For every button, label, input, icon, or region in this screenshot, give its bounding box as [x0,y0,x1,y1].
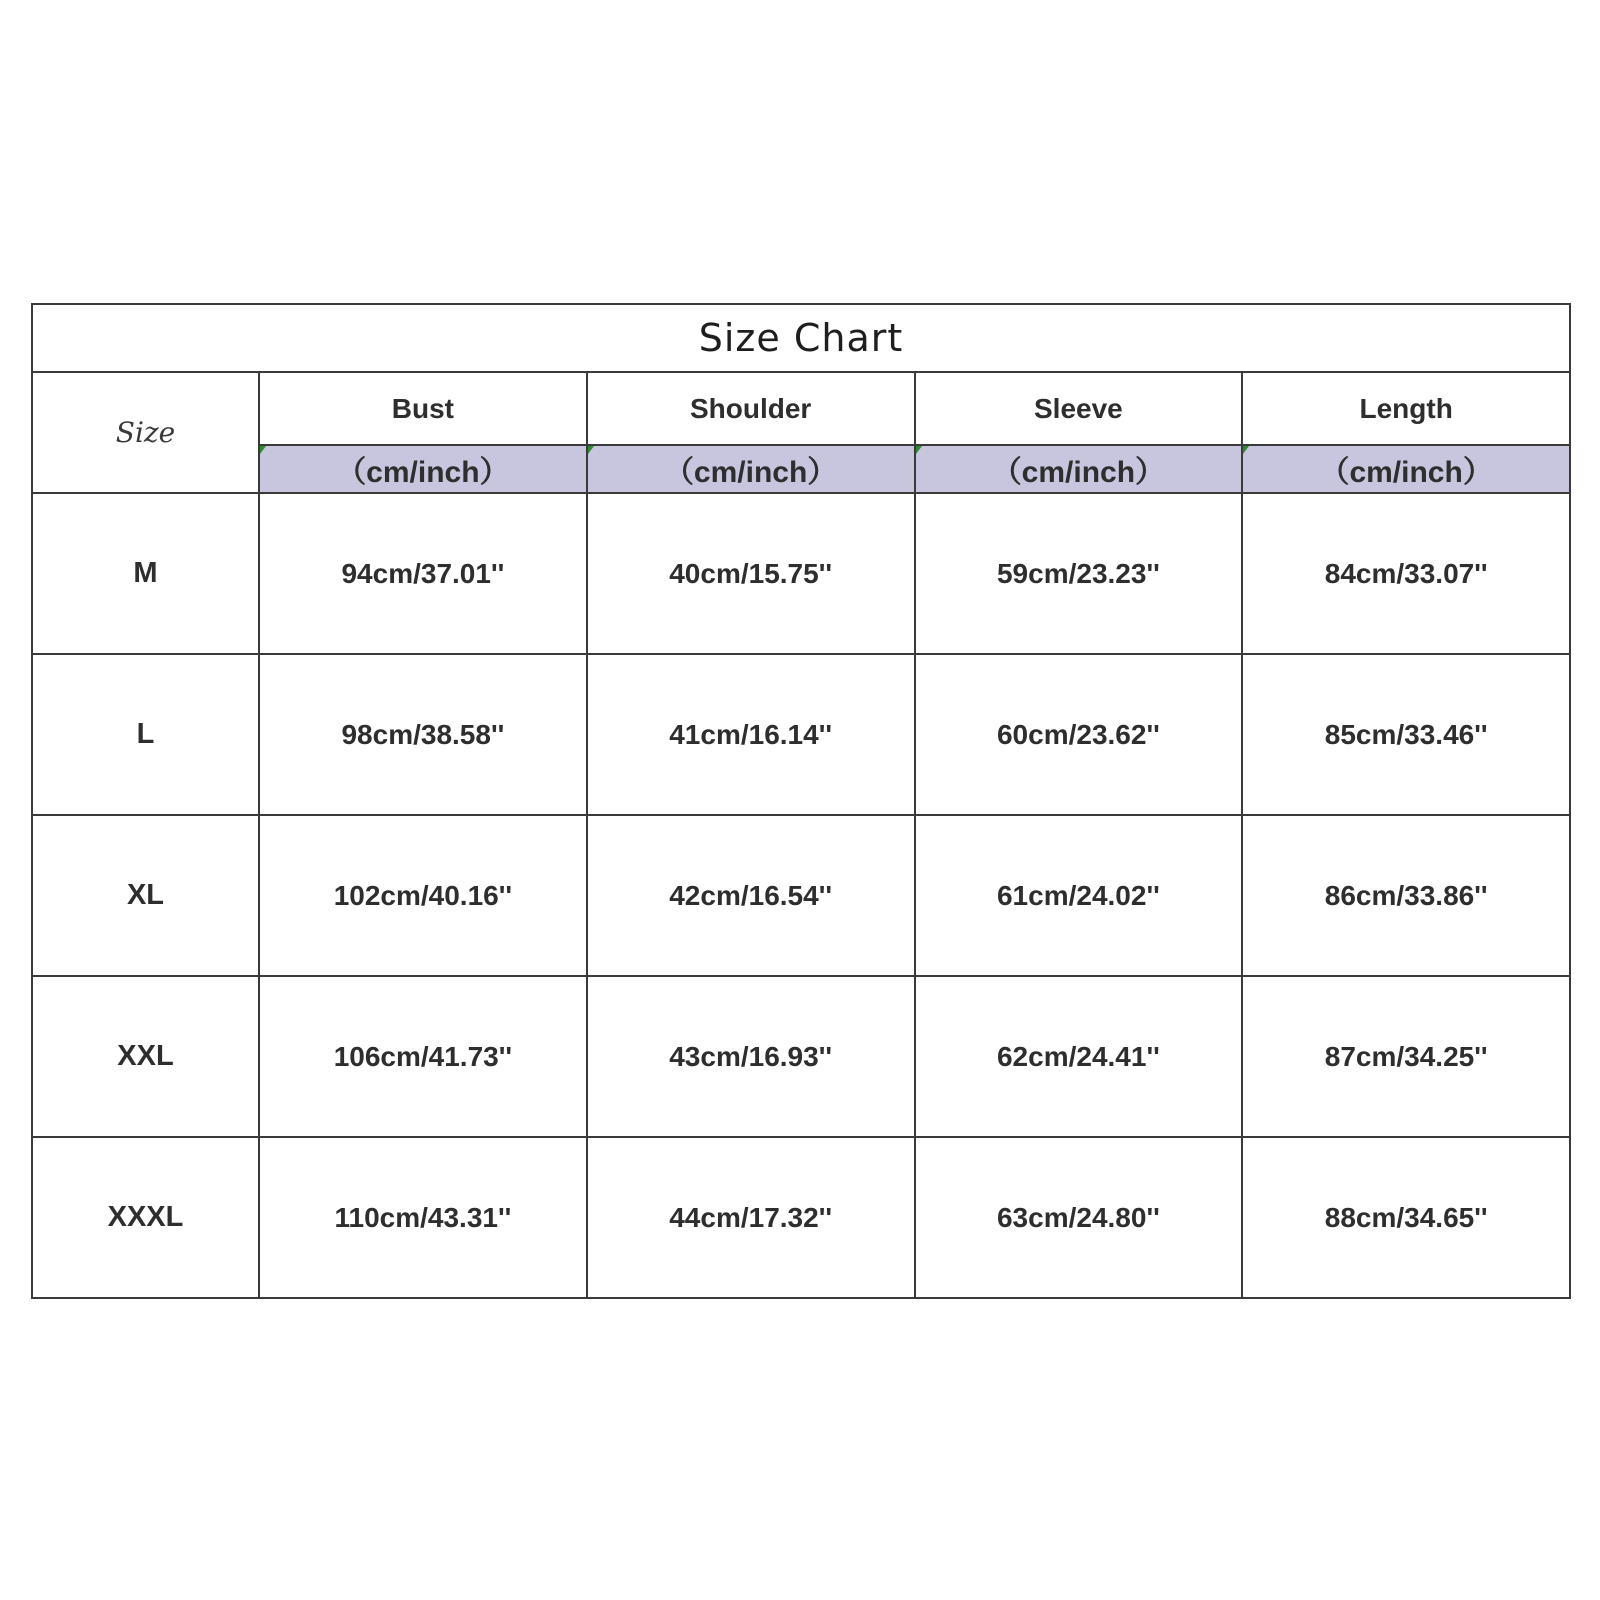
table-cell: 43cm/16.93'' [587,976,915,1137]
table-cell: 44cm/17.32'' [587,1137,915,1298]
column-header-bust: Bust [259,372,587,445]
unit-label: （cm/inch） [663,456,838,489]
title-row [32,304,1570,372]
table-cell: 62cm/24.41'' [915,976,1243,1137]
table-cell: 42cm/16.54'' [587,815,915,976]
table-cell: 98cm/38.58'' [259,654,587,815]
cell-corner-marker [1243,446,1249,454]
table-cell: 40cm/15.75'' [587,493,915,654]
unit-cell-bust [259,445,587,493]
unit-row [32,445,1570,493]
unit-label: （cm/inch） [991,456,1166,489]
column-header-sleeve: Sleeve [915,372,1243,445]
table-cell: 94cm/37.01'' [259,493,587,654]
size-label: XXL [32,976,259,1137]
table-row [32,815,1570,976]
table-cell: 60cm/23.62'' [915,654,1243,815]
table-cell: 59cm/23.23'' [915,493,1243,654]
table-row [32,654,1570,815]
table-cell: 88cm/34.65'' [1242,1137,1570,1298]
unit-cell-shoulder [587,445,915,493]
table-cell: 106cm/41.73'' [259,976,587,1137]
table-cell: 84cm/33.07'' [1242,493,1570,654]
table-cell: 102cm/40.16'' [259,815,587,976]
cell-corner-marker [588,446,594,454]
size-label: XL [32,815,259,976]
column-header-length: Length [1242,372,1570,445]
unit-label: （cm/inch） [1319,456,1493,489]
column-header-row [32,372,1570,445]
table-cell: 87cm/34.25'' [1242,976,1570,1137]
size-label: M [32,493,259,654]
table-cell: 41cm/16.14'' [587,654,915,815]
unit-label: （cm/inch） [336,456,510,489]
table-cell: 61cm/24.02'' [915,815,1243,976]
table-cell: 110cm/43.31'' [259,1137,587,1298]
table-row [32,1137,1570,1298]
column-header-shoulder: Shoulder [587,372,915,445]
table-cell: 86cm/33.86'' [1242,815,1570,976]
cell-corner-marker [260,446,266,454]
unit-cell-sleeve [915,445,1243,493]
table-cell: 85cm/33.46'' [1242,654,1570,815]
table-row [32,493,1570,654]
size-label: L [32,654,259,815]
table-row [32,976,1570,1137]
table-cell: 63cm/24.80'' [915,1137,1243,1298]
cell-corner-marker [916,446,922,454]
size-column-header: Size [32,372,259,493]
chart-title: Size Chart [32,304,1570,372]
size-chart-table [31,303,1571,1299]
unit-cell-length [1242,445,1570,493]
size-label: XXXL [32,1137,259,1298]
